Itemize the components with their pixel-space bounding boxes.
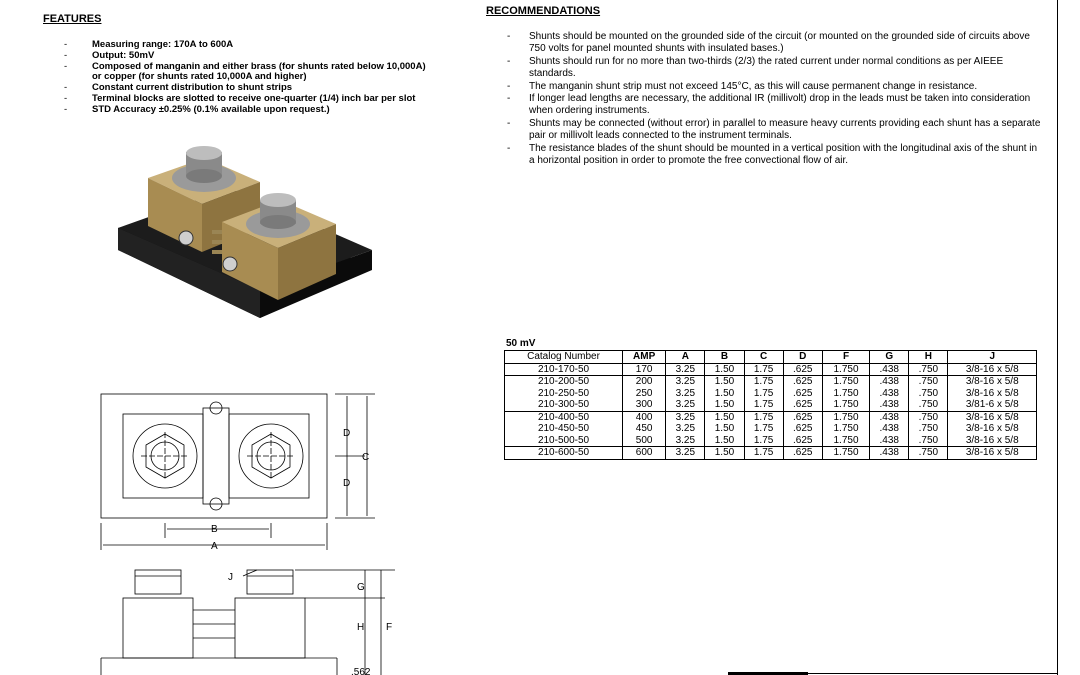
table-cell: 3.25 xyxy=(666,411,705,423)
table-cell: 210-170-50 xyxy=(505,363,623,376)
table-body xyxy=(505,363,1037,459)
table-cell: 250 xyxy=(623,388,666,400)
table-cell: 1.75 xyxy=(744,388,783,400)
table-row xyxy=(505,376,1037,388)
dim-label-f: F xyxy=(386,622,393,633)
table-cell: 1.50 xyxy=(705,423,744,435)
table-row xyxy=(505,411,1037,423)
table-cell: 1.50 xyxy=(705,411,744,423)
table-cell: 1.75 xyxy=(744,411,783,423)
table-cell: 210-200-50 xyxy=(505,376,623,388)
list-item xyxy=(64,62,464,84)
table-cell: 1.75 xyxy=(744,399,783,411)
table-cell: 1.750 xyxy=(822,363,869,376)
table-cell: 1.75 xyxy=(744,435,783,447)
table-cell: 500 xyxy=(623,435,666,447)
table-cell: .625 xyxy=(783,447,822,460)
column-header: B xyxy=(705,351,744,364)
table-cell: .750 xyxy=(909,411,948,423)
table-cell: 1.50 xyxy=(705,447,744,460)
table-cell: .750 xyxy=(909,447,948,460)
features-heading: FEATURES xyxy=(43,13,102,25)
table-cell: .438 xyxy=(870,435,909,447)
list-item: - Shunts should run for no more than two-thirds (2/3) the rated current under normal conditions as per AIEEE standards. xyxy=(502,56,1042,81)
table-cell: .750 xyxy=(909,423,948,435)
table-cell: .625 xyxy=(783,435,822,447)
table-cell: 170 xyxy=(623,363,666,376)
table-cell: 210-600-50 xyxy=(505,447,623,460)
column-header: H xyxy=(909,351,948,364)
table-cell: .750 xyxy=(909,363,948,376)
table-cell: .625 xyxy=(783,423,822,435)
table-cell: .625 xyxy=(783,411,822,423)
table-cell: 210-400-50 xyxy=(505,411,623,423)
table-row xyxy=(505,447,1037,460)
table-row xyxy=(505,388,1037,400)
dim-label-562: .562 xyxy=(351,667,371,675)
column-header: G xyxy=(870,351,909,364)
table-cell: .438 xyxy=(870,411,909,423)
table-row xyxy=(505,423,1037,435)
table-cell: 3.25 xyxy=(666,423,705,435)
top-view-drawing xyxy=(95,388,385,553)
list-item: - Terminal blocks are slotted to receive one-quarter (1/4) inch bar per slot xyxy=(64,94,464,105)
features-list xyxy=(64,40,464,116)
table-cell: 210-450-50 xyxy=(505,423,623,435)
table-cell: 1.50 xyxy=(705,363,744,376)
column-header: Catalog Number xyxy=(505,351,623,364)
table-cell: 1.750 xyxy=(822,435,869,447)
table-cell: .750 xyxy=(909,388,948,400)
table-cell: 1.75 xyxy=(744,376,783,388)
table-cell: 1.75 xyxy=(744,447,783,460)
table-cell: 3/8-16 x 5/8 xyxy=(948,435,1037,447)
table-cell: .750 xyxy=(909,435,948,447)
table-cell: 3.25 xyxy=(666,447,705,460)
dim-label-d-upper: D xyxy=(343,428,351,439)
dim-label-g: G xyxy=(357,582,365,593)
table-cell: .438 xyxy=(870,376,909,388)
table-cell: 3.25 xyxy=(666,388,705,400)
table-cell: 3/81-6 x 5/8 xyxy=(948,399,1037,411)
table-cell: 3/8-16 x 5/8 xyxy=(948,447,1037,460)
table-cell: 3/8-16 x 5/8 xyxy=(948,376,1037,388)
table-cell: .625 xyxy=(783,388,822,400)
dim-label-d-lower: D xyxy=(343,478,351,489)
dim-label-b: B xyxy=(211,524,218,535)
column-header: D xyxy=(783,351,822,364)
table-cell: .750 xyxy=(909,399,948,411)
column-header: C xyxy=(744,351,783,364)
list-item: - Measuring range: 170A to 600A xyxy=(64,40,464,51)
table-cell: 1.50 xyxy=(705,376,744,388)
list-item-continuation: or copper (for shunts rated 10,000A and higher) xyxy=(92,71,307,83)
table-cell: 200 xyxy=(623,376,666,388)
list-item: - Constant current distribution to shunt strips xyxy=(64,83,464,94)
recommendations-heading: RECOMMENDATIONS xyxy=(486,5,601,17)
table-cell: 3/8-16 x 5/8 xyxy=(948,411,1037,423)
column-header: A xyxy=(666,351,705,364)
table-cell: 1.750 xyxy=(822,376,869,388)
list-item: - The resistance blades of the shunt should be mounted in a vertical position with the longitudinal axis of the shunt in a horizontal position in order to promote the free convectional flow of air. xyxy=(502,143,1042,168)
table-cell: 3.25 xyxy=(666,376,705,388)
dim-label-c: C xyxy=(362,452,370,463)
dim-label-a: A xyxy=(211,541,218,552)
table-cell: 210-250-50 xyxy=(505,388,623,400)
table-cell: 3.25 xyxy=(666,363,705,376)
list-item: - If longer lead lengths are necessary, the additional IR (millivolt) drop in the leads must be taken into consideration when ordering instruments. xyxy=(502,93,1042,118)
list-item: - STD Accuracy ±0.25% (0.1% available upon request.) xyxy=(64,105,464,116)
table-cell: .438 xyxy=(870,447,909,460)
table-cell: 210-500-50 xyxy=(505,435,623,447)
table-cell: 1.750 xyxy=(822,447,869,460)
table-cell: 1.75 xyxy=(744,423,783,435)
table-cell: 3/8-16 x 5/8 xyxy=(948,388,1037,400)
dim-label-j: J xyxy=(228,572,233,583)
table-cell: 1.750 xyxy=(822,411,869,423)
table-cell: .625 xyxy=(783,399,822,411)
column-header: F xyxy=(822,351,869,364)
column-header: J xyxy=(948,351,1037,364)
list-item-text: Composed of manganin and either brass (for shunts rated below 10,000A) xyxy=(92,60,426,72)
table-row xyxy=(505,399,1037,411)
table-row xyxy=(505,363,1037,376)
list-item: - The manganin shunt strip must not exceed 145°C, as this will cause permanent change in resistance. xyxy=(502,81,1042,93)
table-cell: 300 xyxy=(623,399,666,411)
table-cell: 3.25 xyxy=(666,435,705,447)
table-cell: .625 xyxy=(783,376,822,388)
table-cell: 600 xyxy=(623,447,666,460)
table-cell: 3/8-16 x 5/8 xyxy=(948,423,1037,435)
side-view-drawing xyxy=(95,562,405,675)
table-cell: 1.50 xyxy=(705,388,744,400)
page-border xyxy=(1057,0,1058,675)
table-row xyxy=(505,435,1037,447)
table-cell: 3.25 xyxy=(666,399,705,411)
dim-label-h: H xyxy=(357,622,365,633)
table-cell: .438 xyxy=(870,423,909,435)
footer-rule xyxy=(808,673,1058,674)
column-header: AMP xyxy=(623,351,666,364)
shunt-product-image xyxy=(110,140,390,340)
table-cell: 210-300-50 xyxy=(505,399,623,411)
list-item: - Output: 50mV xyxy=(64,51,464,62)
table-cell: 450 xyxy=(623,423,666,435)
table-caption: 50 mV xyxy=(506,338,536,349)
table-header-row xyxy=(505,351,1037,364)
table-cell: 400 xyxy=(623,411,666,423)
spec-table xyxy=(504,350,1037,460)
table-cell: 3/8-16 x 5/8 xyxy=(948,363,1037,376)
table-cell: 1.50 xyxy=(705,399,744,411)
list-item: - Shunts may be connected (without error) in parallel to measure heavy currents providing each shunt has a separate pair or millivolt leads connected to the instrument terminals. xyxy=(502,118,1042,143)
table-cell: 1.750 xyxy=(822,399,869,411)
table-cell: 1.750 xyxy=(822,423,869,435)
recommendations-list xyxy=(502,31,1042,167)
table-cell: .625 xyxy=(783,363,822,376)
table-cell: 1.75 xyxy=(744,363,783,376)
table-cell: .438 xyxy=(870,399,909,411)
table-cell: .438 xyxy=(870,363,909,376)
list-item: - Shunts should be mounted on the grounded side of the circuit (or mounted on the grounded side of circuits above 750 volts for panel mounted shunts with insulated bases.) xyxy=(502,31,1042,56)
table-cell: 1.50 xyxy=(705,435,744,447)
table-cell: .438 xyxy=(870,388,909,400)
table-cell: 1.750 xyxy=(822,388,869,400)
table-cell: .750 xyxy=(909,376,948,388)
